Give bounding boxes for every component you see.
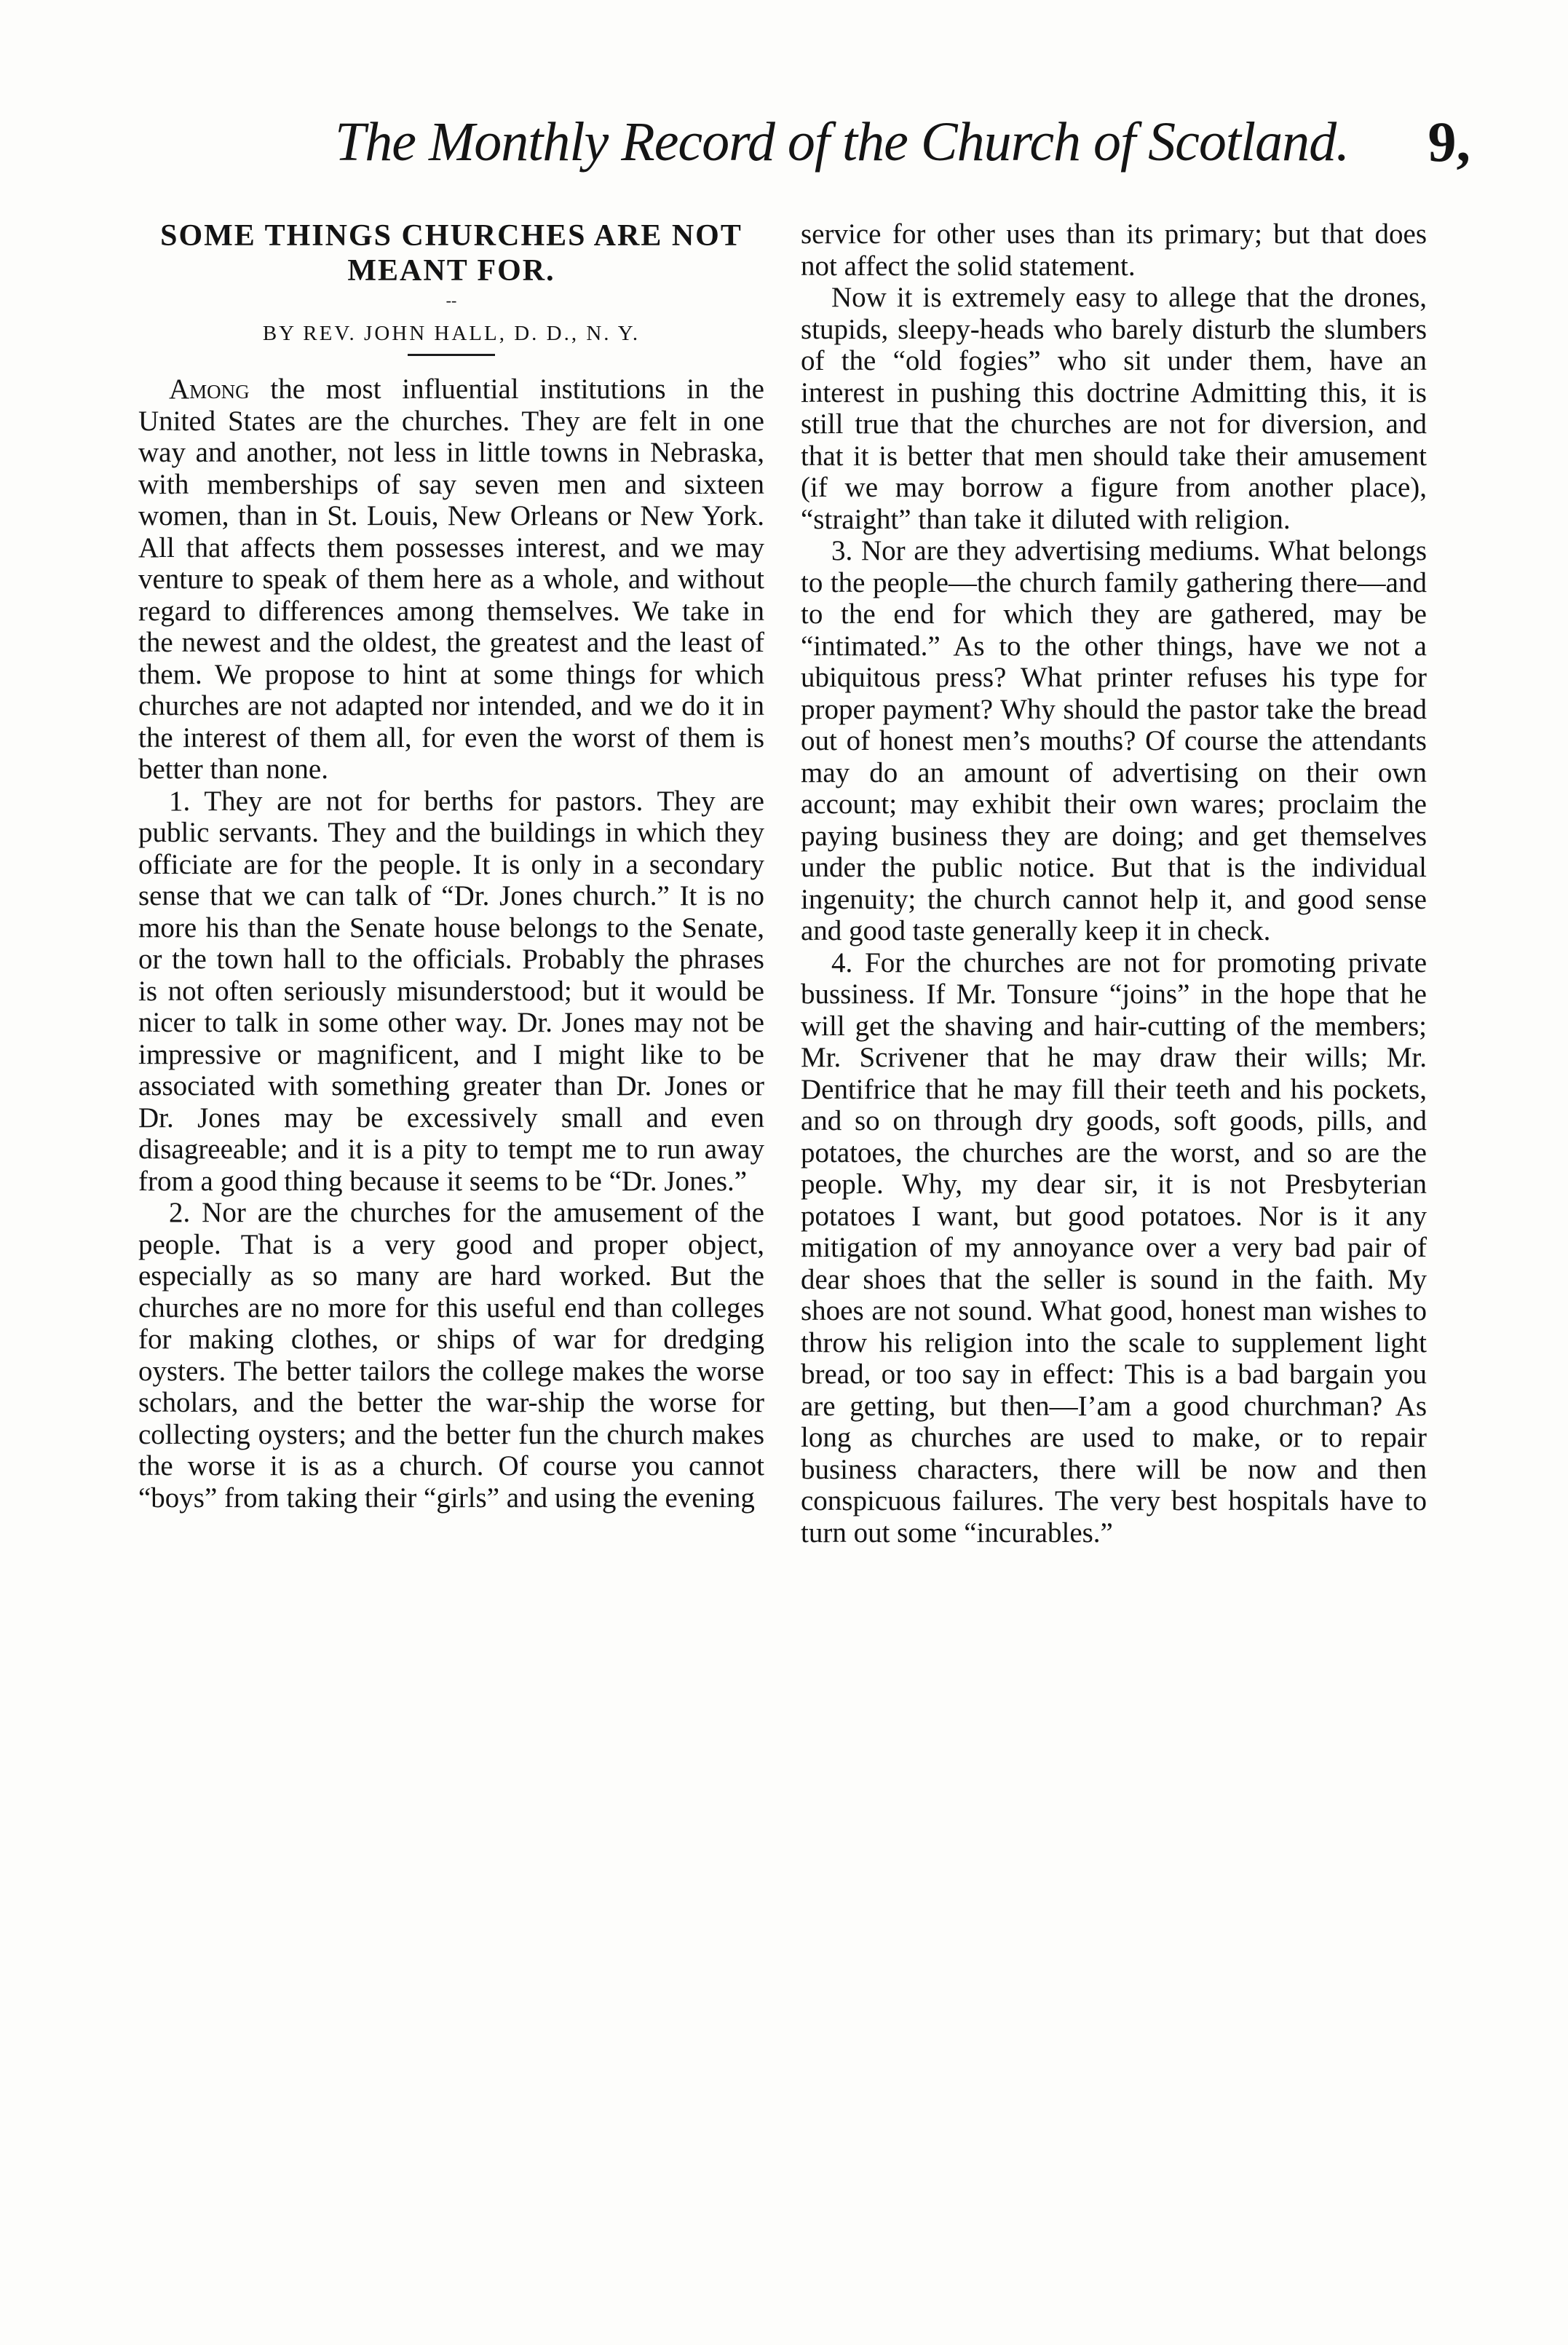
running-title: The Monthly Record of the Church of Scotland.: [335, 111, 1350, 173]
point-1-paragraph: 1. They are not for berths for pastors. They are public servants. They and the buildings in which they officiate are for the people. It is only in a secondary sense that we can talk of “Dr. Jones church.” It is no more his than the Senate house belongs to the Senate, or the town hall to the officials. Probably the phrases is not often seriously misunderstood; but it would be nicer to talk in some other way. Dr. Jones may not be impressive or magnificent, and I might like to be associated with something greater than Dr. Jones or Dr. Jones may be excessively small and even disagreeable; and it is a pity to tempt me to run away from a good thing because it seems to be “Dr. Jones.”: [138, 785, 764, 1197]
byline: BY REV. JOHN HALL, D. D., N. Y.: [262, 322, 641, 345]
column-left: [138, 218, 764, 1514]
intro-paragraph: [138, 373, 764, 786]
intro-text: the most influential institutions in the United States are the churches. They are felt in one way and another, not less in little towns in Nebraska, with memberships of say seven men and sixteen women, than in St. Louis, New Orleans or New York. All that affects them possesses interest, and we may venture to speak of them here as a whole, and without regard to differences among themselves. We take in the newest and the oldest, the greatest and the least of them. We propose to hint at some things for which churches are not adapted nor intended, and we do it in the interest of them all, for even the worst of them is better than none.: [138, 373, 764, 785]
article-title: SOME THINGS CHURCHES ARE NOT MEANT FOR.: [160, 219, 743, 288]
point-3-paragraph: 3. Nor are they advertising mediums. What belongs to the people—the church family gathering there—and to the end for which they are gathered, may be “intimated.” As to the other things, have we not a ubiquitous press? What printer refuses his type for proper payment? Why should the pastor take the bread out of honest men’s mouths? Of course the attendants may do an amount of advertising on their own account; may exhibit their own wares; proclaim the paying business they are doing; and get themselves under the public notice. But that is the individual ingenuity; the church cannot help it, and good sense and good taste generally keep it in check.: [801, 535, 1427, 946]
title-dash: --: [446, 291, 457, 309]
intro-first-word: Among: [169, 373, 250, 405]
point-2-paragraph: 2. Nor are the churches for the amusement of the people. That is a very good and proper object, especially as so many are hard worked. But the churches are no more for this useful end than colleges for making clothes, or ships of war for dredging oysters. The better tailors the college makes the worse scholars, and the better the war-ship the worse for collecting oysters; and the better fun the church makes the worse it is as a church. Of course you cannot “boys” from taking their “girls” and using the evening: [138, 1197, 764, 1514]
byline-rule: [408, 354, 495, 356]
column-right: [801, 218, 1427, 1549]
now-paragraph: Now it is extremely easy to allege that the drones, stupids, sleepy-heads who barely disturb the slumbers of the “old fogies” who sit under them, have an interest in pushing this doctrine Admitting this, it is still true that the churches are not for diversion, and that it is better that men should take their amusement (if we may borrow a figure from another place), “straight” than take it diluted with religion.: [801, 282, 1427, 535]
point-4-paragraph: 4. For the churches are not for promoting private bussiness. If Mr. Tonsure “joins” in the hope that he will get the shaving and hair-cutting of the members; Mr. Scrivener that he may draw their wills; Mr. Dentifrice that he may fill their teeth and his pockets, and so on through dry goods, soft goods, pills, and potatoes, the churches are the worst, and so are the people. Why, my dear sir, it is not Presbyterian potatoes I want, but good potatoes. Nor is it any mitigation of my annoyance over a very bad pair of dear shoes that the seller is sound in the faith. My shoes are not sound. What good, honest man wishes to throw his religion into the scale to supplement light bread, or too say in effect: This is a bad bargain you are getting, but then—I’am a good churchman? As long as churches are used to make, or to repair business characters, there will be now and then conspicuous failures. The very best hospitals have to turn out some “incurables.”: [801, 946, 1427, 1549]
running-head: [160, 109, 1470, 175]
page-number: 9,: [1428, 110, 1470, 173]
point-2-continuation: service for other uses than its primary; but that does not affect the solid statement.: [801, 218, 1427, 282]
